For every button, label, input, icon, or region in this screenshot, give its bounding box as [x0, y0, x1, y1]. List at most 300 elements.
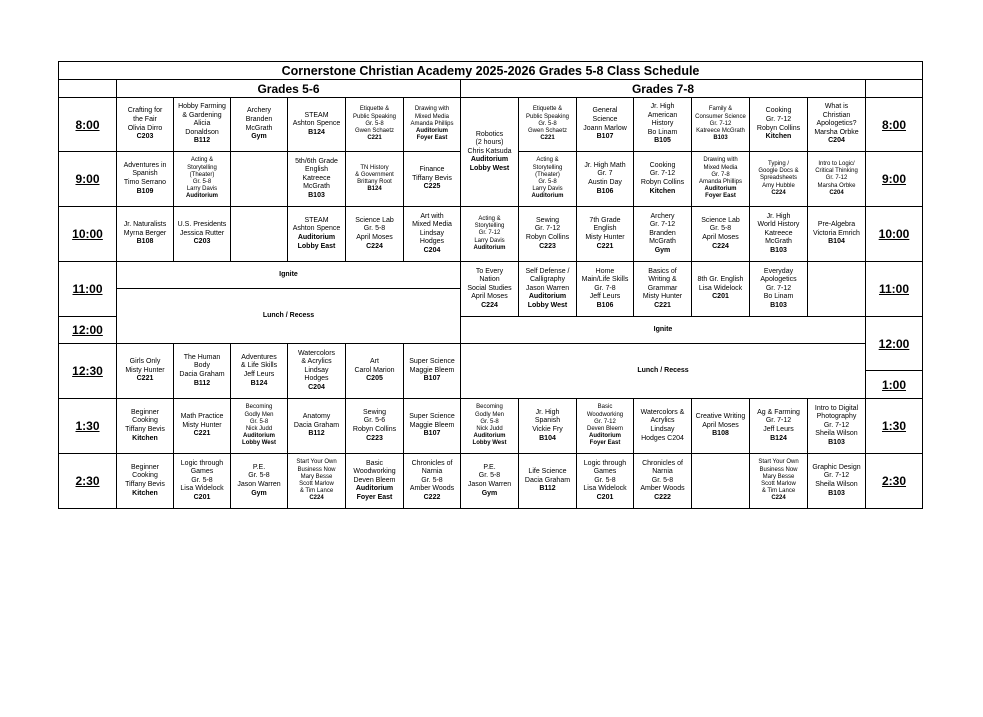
class-text-line: Jason Warren: [237, 481, 281, 488]
class-text-line: Amanda Phillips: [410, 120, 454, 127]
class-room-line: B104: [539, 434, 556, 442]
class-text-line: Art: [370, 358, 379, 366]
class-text-line: (2 hours): [475, 139, 504, 147]
class-text-line: Hobby Farming: [178, 103, 226, 111]
class-text-line: Google Docs &: [758, 168, 799, 175]
class-text-line: Creative Writing: [695, 413, 746, 421]
class-text-line: Tiffany Bevis: [125, 426, 165, 433]
empty-cell: [808, 262, 866, 317]
class-text-line: Misty Hunter: [642, 293, 683, 301]
class-text-line: Dacia Graham: [524, 476, 571, 484]
class-text-line: Gr. 7-12: [478, 230, 501, 237]
class-text-line: April Moses: [356, 234, 393, 241]
class-text-line: Gr. 7-12: [709, 120, 732, 127]
class-text-line: Donaldson: [185, 128, 219, 136]
class-text-line: Mixed Media: [414, 113, 449, 120]
class-text-line: History: [651, 120, 674, 128]
time-label-1-00: 1:00: [866, 371, 923, 399]
class-cell: [808, 399, 866, 454]
class-text-line: What is: [824, 103, 849, 111]
time-label-12-30: 12:30: [59, 344, 117, 399]
class-text-line: Godly Men: [244, 411, 274, 418]
class-room-line: Auditorium: [528, 293, 567, 301]
class-room-line: B107: [423, 375, 441, 383]
class-text-line: Gr. 7-12: [594, 418, 616, 425]
class-room-line: B108: [136, 238, 154, 246]
class-text-line: Gr. 7-12: [765, 417, 792, 425]
class-room-line: Auditorium: [355, 485, 394, 493]
class-text-line: Science Lab: [701, 216, 740, 224]
class-room-line: B124: [367, 186, 382, 193]
class-cell: [634, 98, 692, 152]
class-text-line: Drawing with: [414, 106, 450, 113]
class-room-line: Kitchen: [765, 133, 792, 141]
class-cell: [404, 152, 461, 207]
class-room-line: C222: [654, 493, 671, 501]
class-text-line: Nick Judd: [476, 426, 503, 432]
class-text-line: General: [592, 107, 618, 115]
class-text-line: Storytelling: [187, 164, 217, 171]
class-room-line: B103: [308, 191, 325, 199]
class-text-line: & Tim Lance: [299, 488, 334, 495]
class-cell: [117, 454, 174, 509]
time-label-1-30-right: 1:30: [866, 399, 923, 454]
class-text-line: Ashton Spence: [292, 225, 341, 233]
class-cell: [231, 344, 288, 399]
class-text-line: April Moses: [471, 293, 508, 301]
lunch-banner-grades-5-6: Lunch / Recess: [117, 289, 461, 344]
class-text-line: Larry Davis: [186, 186, 218, 193]
class-text-line: Deven Bleem: [353, 476, 396, 484]
class-cell: [404, 344, 461, 399]
class-text-line: Robyn Collins: [756, 124, 801, 132]
class-room-line: C204: [828, 137, 845, 145]
class-text-line: Jessica Rutter: [179, 229, 225, 237]
class-text-line: McGrath: [303, 183, 330, 191]
class-text-line: & Life Skills: [240, 362, 278, 370]
class-text-line: Math Practice: [180, 413, 224, 421]
class-text-line: Brittany Root: [357, 179, 392, 185]
class-text-line: Acting &: [536, 157, 559, 164]
class-cell: [174, 98, 231, 152]
class-text-line: Start Your Own: [758, 459, 799, 466]
class-text-line: & Government: [355, 171, 394, 178]
class-text-line: Gr. 7-12: [765, 284, 792, 292]
class-text-line: 8th Gr. English: [697, 276, 744, 284]
class-text-line: Finance: [419, 166, 445, 174]
class-text-line: Katreece: [764, 229, 793, 237]
class-cell: [461, 454, 519, 509]
class-room-line: Gym: [481, 489, 498, 497]
class-text-line: Social Studies: [467, 284, 512, 292]
class-text-line: Gr. 5-8: [709, 225, 732, 233]
class-cell: [288, 399, 346, 454]
class-room-line: Gym: [654, 246, 671, 254]
class-room-line: Foyer East: [589, 440, 621, 447]
class-text-line: Mary Besse: [762, 473, 795, 480]
class-room-line: Auditorium: [531, 193, 564, 200]
class-cell: [692, 152, 750, 207]
class-room-line: C221: [193, 430, 211, 438]
class-text-line: McGrath: [765, 238, 792, 246]
class-text-line: Marsha Orbke: [817, 182, 856, 189]
class-text-line: Olivia Dirro: [127, 124, 163, 132]
class-text-line: April Moses: [702, 421, 739, 429]
header-spacer-right: [866, 80, 923, 98]
class-text-line: Chronicles of: [411, 459, 453, 467]
class-text-line: Carol Marion: [354, 366, 395, 374]
class-text-line: TN History: [360, 164, 389, 171]
class-text-line: Consumer Science: [695, 113, 746, 120]
ignite-banner-grades-5-6: Ignite: [117, 262, 461, 289]
class-text-line: Spanish: [132, 170, 158, 178]
class-text-line: Gr. 7-12: [823, 472, 850, 480]
class-text-line: Basic: [597, 404, 613, 411]
class-cell: [519, 399, 577, 454]
class-text-line: Sewing: [363, 408, 386, 416]
class-cell: [174, 454, 231, 509]
class-room-line: C224: [366, 242, 383, 250]
class-text-line: Branden: [245, 115, 273, 123]
class-cell: [692, 262, 750, 317]
class-text-line: Tiffany Bevis: [412, 174, 452, 182]
class-room-line: B124: [308, 128, 325, 136]
class-room-line: C205: [366, 375, 383, 383]
class-room-line: C203: [193, 238, 211, 246]
time-label-11-00-right: 11:00: [866, 262, 923, 317]
class-text-line: the Fair: [133, 115, 157, 123]
class-text-line: Jeff Leurs: [589, 293, 621, 301]
class-text-line: Intro to Digital: [814, 404, 859, 412]
class-cell: [519, 152, 577, 207]
class-text-line: Anatomy: [302, 413, 331, 421]
class-cell: [461, 399, 519, 454]
class-cell: [346, 399, 404, 454]
class-cell: [288, 344, 346, 399]
time-label-8-00: 8:00: [59, 98, 117, 152]
class-cell: [174, 399, 231, 454]
class-text-line: Mary Besse: [300, 473, 333, 480]
class-text-line: Woodworking: [586, 411, 624, 418]
class-text-line: Jr. High Math: [584, 161, 626, 169]
class-text-line: Bo Linam: [763, 293, 794, 301]
class-text-line: McGrath: [245, 124, 273, 132]
class-text-line: Gr. 5-8: [192, 179, 212, 185]
class-text-line: STEAM: [304, 216, 329, 224]
class-room-line: Gym: [251, 489, 267, 497]
class-room-line: B103: [770, 301, 787, 309]
class-text-line: Gr. 5-8: [248, 472, 270, 480]
class-cell: [404, 98, 461, 152]
class-text-line: Adventures in: [123, 161, 167, 169]
class-text-line: Calligraphy: [529, 276, 566, 284]
class-text-line: Robyn Collins: [525, 234, 570, 241]
class-cell: [117, 98, 174, 152]
class-text-line: Super Science: [409, 358, 455, 366]
class-text-line: Gr. 5-6: [363, 417, 386, 425]
class-text-line: Ag & Farming: [757, 408, 800, 416]
class-text-line: & Tim Lance: [761, 488, 796, 495]
time-label-9-00-right: 9:00: [866, 152, 923, 207]
class-text-line: Sewing: [536, 216, 559, 224]
class-cell: [808, 454, 866, 509]
class-text-line: 7th Grade: [589, 216, 621, 224]
class-room-line: C201: [712, 293, 729, 301]
class-room-line: C224: [712, 242, 729, 250]
class-room-line: C201: [193, 493, 211, 501]
class-text-line: (Theater): [189, 171, 215, 178]
class-text-line: Larry Davis: [474, 237, 505, 244]
class-text-line: Start Your Own: [296, 459, 337, 466]
class-room-line: B103: [713, 135, 728, 142]
class-room-line: C203: [136, 133, 154, 141]
class-text-line: Amanda Phillips: [698, 179, 743, 185]
class-text-line: Spreadsheets: [759, 175, 798, 182]
class-text-line: Gr. 7-12: [823, 421, 850, 429]
class-text-line: Nation: [479, 276, 500, 284]
class-room-line: Auditorium: [704, 186, 737, 193]
class-room-line: B112: [193, 137, 211, 145]
class-text-line: Gr. 7-8: [711, 171, 730, 178]
class-text-line: Robyn Collins: [640, 179, 685, 186]
class-room-line: Lobby West: [469, 164, 510, 172]
class-cell: [519, 98, 577, 152]
class-cell: [231, 98, 288, 152]
class-text-line: Larry Davis: [532, 186, 563, 193]
class-text-line: Apologetics: [760, 276, 797, 284]
class-text-line: Gr. 5-8: [538, 179, 557, 185]
class-cell: [750, 152, 808, 207]
class-room-line: C224: [771, 189, 786, 196]
class-cell: [577, 454, 634, 509]
class-text-line: Self Defense /: [525, 267, 570, 275]
class-text-line: Storytelling: [532, 164, 563, 171]
class-text-line: Jr. Naturalists: [123, 221, 167, 229]
class-text-line: World History: [757, 221, 800, 229]
class-cell: [634, 207, 692, 262]
class-text-line: Gr. 7-12: [765, 115, 792, 123]
class-room-line: Lobby West: [242, 440, 276, 447]
class-text-line: Adventures: [241, 353, 277, 361]
class-cell: [808, 152, 866, 207]
class-cell: [404, 399, 461, 454]
class-text-line: Jason Warren: [525, 284, 570, 292]
class-text-line: Gr. 5-8: [249, 418, 269, 425]
time-label-12-00: 12:00: [59, 317, 117, 344]
class-text-line: Lindsay: [419, 229, 445, 237]
class-text-line: To Every: [475, 267, 504, 275]
class-text-line: Mixed Media: [703, 164, 738, 171]
class-text-line: & Gardening: [182, 111, 222, 119]
class-text-line: Intro to Logic/: [818, 160, 855, 167]
class-room-line: Auditorium: [243, 433, 275, 440]
class-room-line: C223: [366, 434, 383, 442]
class-text-line: Logic through: [583, 459, 627, 467]
class-text-line: Family &: [708, 106, 733, 113]
class-text-line: Tiffany Bevis: [125, 481, 165, 488]
class-text-line: Mixed Media: [412, 221, 452, 229]
class-text-line: 5th/6th Grade: [295, 157, 338, 165]
class-text-line: Business Now: [297, 466, 336, 473]
class-text-line: Cooking: [765, 107, 792, 115]
class-text-line: Graphic Design: [812, 463, 861, 471]
class-room-line: Auditorium: [589, 433, 621, 440]
class-cell: [750, 262, 808, 317]
class-cell: [692, 98, 750, 152]
class-room-line: B103: [828, 438, 845, 446]
class-cell: [288, 454, 346, 509]
class-text-line: Gr. 7-8: [594, 284, 616, 292]
class-cell: [174, 152, 231, 207]
class-cell: [577, 399, 634, 454]
grades-7-8-header: Grades 7-8: [461, 80, 866, 98]
class-cell: [634, 262, 692, 317]
class-text-line: Girls Only: [129, 358, 161, 366]
class-text-line: Nick Judd: [245, 426, 273, 432]
class-text-line: McGrath: [649, 238, 676, 246]
time-label-10-00: 10:00: [59, 207, 117, 262]
class-text-line: Basic: [365, 459, 384, 467]
class-text-line: Myrna Berger: [123, 229, 167, 237]
class-room-line: B103: [828, 489, 845, 497]
class-room-line: B107: [423, 430, 441, 438]
class-text-line: Lisa Widelock: [180, 485, 224, 493]
class-text-line: STEAM: [304, 111, 329, 119]
class-room-line: Foyer East: [416, 135, 448, 142]
class-room-line: C224: [481, 301, 498, 309]
class-text-line: Jr. High: [535, 408, 560, 416]
class-text-line: Woodworking: [353, 468, 396, 476]
class-text-line: Etiquette &: [532, 106, 563, 113]
class-text-line: Acrylics: [650, 417, 675, 425]
class-room-line: B106: [596, 187, 614, 195]
class-text-line: Business Now: [759, 466, 798, 473]
class-text-line: Chris Katsuda: [467, 147, 512, 155]
class-text-line: Acting &: [478, 215, 501, 222]
class-room-line: Lobby East: [297, 242, 336, 250]
class-text-line: Critical Thinking: [815, 168, 858, 175]
time-label-2-30: 2:30: [59, 454, 117, 509]
class-room-line: Auditorium: [473, 433, 506, 440]
class-text-line: Cooking: [649, 161, 676, 169]
class-text-line: Gr. 5-8: [365, 120, 384, 127]
class-text-line: Robyn Collins: [352, 426, 397, 433]
class-room-line: C204: [829, 189, 844, 196]
class-room-line: C224: [309, 495, 324, 502]
class-text-line: (Theater): [535, 171, 560, 178]
class-text-line: Jeff Leurs: [243, 371, 275, 378]
class-text-line: Amy Hubble: [762, 182, 795, 189]
time-label-2-30-right: 2:30: [866, 454, 923, 509]
class-cell: [750, 454, 808, 509]
class-text-line: Joann Marlow: [583, 124, 627, 132]
class-text-line: Timo Serrano: [123, 179, 167, 186]
class-text-line: The Human: [183, 353, 221, 361]
class-cell: [461, 262, 519, 317]
class-text-line: Lisa Widelock: [583, 485, 627, 493]
class-text-line: Basics of: [648, 267, 677, 275]
class-text-line: Misty Hunter: [585, 234, 625, 241]
class-cell: [750, 399, 808, 454]
class-cell: [750, 207, 808, 262]
page-title: Cornerstone Christian Academy 2025-2026 Grades 5-8 Class Schedule: [59, 62, 923, 80]
class-text-line: Watercolors &: [640, 408, 685, 416]
class-text-line: Gr. 5-8: [480, 418, 499, 425]
class-text-line: Jr. High: [766, 212, 791, 220]
class-text-line: Sheila Wilson: [815, 481, 858, 488]
class-text-line: Victoria Emrich: [813, 229, 860, 237]
class-cell: [117, 344, 174, 399]
class-text-line: Gr. 7-12: [825, 175, 848, 182]
class-room-line: B103: [770, 246, 787, 254]
class-text-line: Hodges C204: [641, 434, 684, 442]
class-room-line: Lobby West: [527, 301, 568, 309]
class-text-line: Narnia: [652, 468, 673, 476]
class-cell: [808, 98, 866, 152]
class-room-line: Auditorium: [186, 193, 218, 200]
empty-cell: [692, 454, 750, 509]
time-label-9-00: 9:00: [59, 152, 117, 207]
class-room-line: Auditorium: [473, 244, 506, 251]
class-room-line: C221: [654, 301, 671, 309]
class-text-line: Robotics: [475, 130, 504, 138]
class-text-line: Jr. High: [650, 103, 675, 111]
class-room-line: Auditorium: [416, 128, 448, 135]
time-label-11-00: 11:00: [59, 262, 117, 317]
class-text-line: April Moses: [702, 234, 739, 241]
class-text-line: Lindsay: [304, 366, 329, 374]
class-text-line: Amber Woods: [409, 485, 455, 493]
class-cell: [750, 98, 808, 152]
class-room-line: B105: [654, 137, 671, 145]
class-text-line: Writing &: [648, 276, 677, 284]
class-cell: [577, 98, 634, 152]
class-room-line: Auditorium: [297, 234, 336, 241]
class-text-line: Chronicles of: [642, 459, 683, 467]
class-room-line: B108: [712, 430, 729, 438]
class-cell: [461, 207, 519, 262]
class-room-line: Kitchen: [132, 434, 158, 442]
class-text-line: Beginner: [130, 408, 160, 416]
class-text-line: Cooking: [132, 417, 158, 425]
class-cell: [692, 207, 750, 262]
time-label-10-00-right: 10:00: [866, 207, 923, 262]
class-text-line: Drawing with: [703, 157, 738, 164]
class-text-line: Games: [593, 468, 617, 476]
class-text-line: Becoming: [245, 404, 273, 411]
class-text-line: Science Lab: [355, 216, 394, 224]
class-text-line: Storytelling: [474, 223, 505, 230]
class-text-line: Gr. 5-8: [421, 476, 443, 484]
class-text-line: Photography: [816, 413, 857, 421]
class-room-line: Foyer East: [356, 493, 393, 501]
class-text-line: Gr. 5-8: [191, 476, 213, 484]
class-room-line: B112: [539, 485, 556, 493]
class-text-line: Marsha Orbke: [814, 128, 859, 136]
class-text-line: Super Science: [409, 413, 455, 421]
class-text-line: Gr. 7-12: [649, 170, 676, 178]
class-room-line: C204: [308, 383, 325, 391]
ignite-banner-grades-7-8: Ignite: [461, 317, 866, 344]
class-cell: [174, 207, 231, 262]
class-text-line: Austin Day: [588, 179, 622, 186]
class-text-line: Maggie Bleem: [409, 421, 455, 429]
class-text-line: Jeff Leurs: [763, 426, 794, 433]
class-room-line: C204: [423, 246, 441, 254]
class-cell: [288, 98, 346, 152]
empty-cell: [231, 207, 288, 262]
class-cell: [346, 344, 404, 399]
